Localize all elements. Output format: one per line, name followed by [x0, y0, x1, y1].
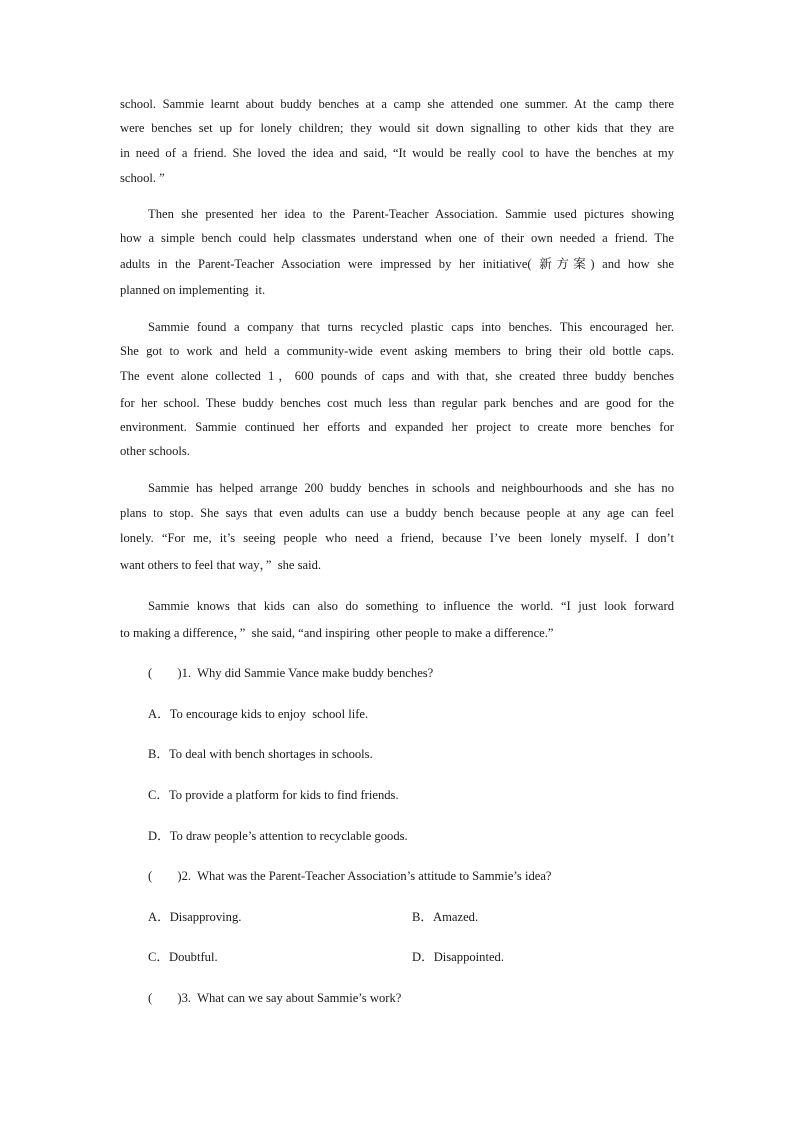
- paragraph-2-line-1: Then she presented her idea to the Parent-Teacher Association. Sammie used pictures showing: [148, 207, 674, 221]
- paragraph-3-line-5: environment. Sammie continued her efforts and expanded her project to create more benches for: [120, 420, 674, 434]
- paragraph-1-line-3: in need of a friend. She loved the idea and said, “It would be really cool to have the benches at my: [120, 146, 674, 160]
- paragraph-2-line-3: adults in the Parent-Teacher Association were impressed by her initiative( 新方案) and how she: [120, 257, 674, 271]
- question-1-option-b: B．To deal with bench shortages in schools.: [148, 747, 373, 761]
- question-1-option-d: D．To draw people’s attention to recyclable goods.: [148, 829, 408, 843]
- paragraph-4-line-1: Sammie has helped arrange 200 buddy benches in schools and neighbourhoods and she has no: [148, 481, 674, 495]
- paragraph-3-line-3: The event alone collected 1，600 pounds of caps and with that, she created three buddy benches: [120, 369, 674, 383]
- paragraph-1-line-1: school. Sammie learnt about buddy benches at a camp she attended one summer. At the camp there: [120, 97, 674, 111]
- paragraph-3-line-1: Sammie found a company that turns recycled plastic caps into benches. This encouraged her.: [148, 320, 674, 334]
- question-2-option-a: A．Disapproving.: [148, 910, 242, 924]
- paragraph-3-line-6: other schools.: [120, 444, 190, 458]
- question-2-option-c: C．Doubtful.: [148, 950, 218, 964]
- paragraph-2-line-2: how a simple bench could help classmates understand when one of their own needed a friend. The: [120, 231, 674, 245]
- paragraph-3-line-2: She got to work and held a community-wide event asking members to bring their old bottle caps.: [120, 344, 674, 358]
- paragraph-4-line-2: plans to stop. She says that even adults can use a buddy bench because people at any age can feel: [120, 506, 674, 520]
- paragraph-3-line-4: for her school. These buddy benches cost much less than regular park benches and are good for the: [120, 396, 674, 410]
- paragraph-5-line-1: Sammie knows that kids can also do something to influence the world. “I just look forward: [148, 599, 674, 613]
- paragraph-4-line-4: want others to feel that way，” she said.: [120, 558, 322, 572]
- question-1-option-c: C．To provide a platform for kids to find friends.: [148, 788, 399, 802]
- paragraph-1-line-2: were benches set up for lonely children; they would sit down signalling to other kids that they are: [120, 121, 674, 135]
- paragraph-2-line-4: planned on implementing it.: [120, 283, 266, 297]
- question-2-option-d: D．Disappointed.: [412, 950, 504, 964]
- paragraph-4-line-3: lonely. “For me, it’s seeing people who need a friend, because I’ve been lonely myself. I don’t: [120, 531, 674, 545]
- question-1-stem: ( )1. Why did Sammie Vance make buddy benches?: [148, 666, 434, 680]
- question-2-stem: ( )2. What was the Parent-Teacher Association’s attitude to Sammie’s idea?: [148, 869, 552, 883]
- question-3-stem: ( )3. What can we say about Sammie’s work?: [148, 991, 402, 1005]
- question-2-option-b: B．Amazed.: [412, 910, 479, 924]
- paragraph-5-line-2: to making a difference，” she said, “and inspiring other people to make a difference.”: [120, 626, 554, 640]
- question-1-option-a: A．To encourage kids to enjoy school life.: [148, 707, 369, 721]
- paragraph-1-line-4: school. ”: [120, 171, 165, 185]
